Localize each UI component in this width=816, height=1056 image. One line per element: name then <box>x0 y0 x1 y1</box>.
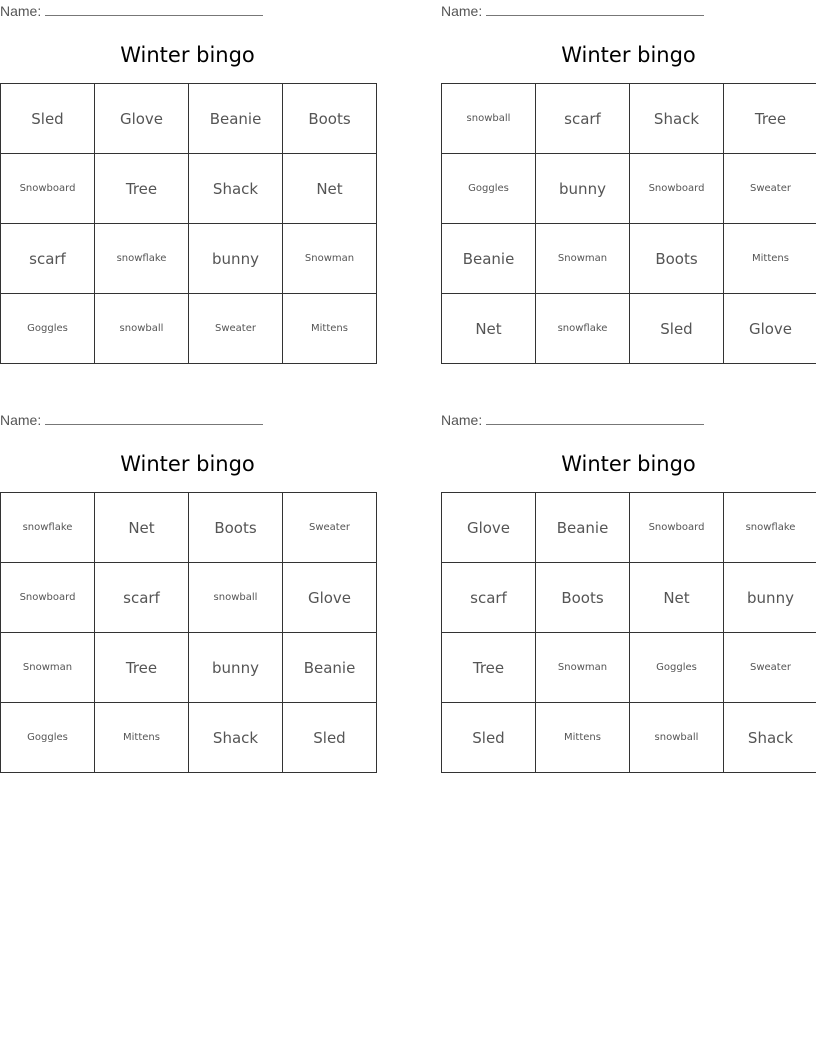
name-blank-line <box>486 2 704 16</box>
bingo-cell: Boots <box>536 563 630 633</box>
bingo-cell: Mittens <box>724 224 816 294</box>
bingo-cell: bunny <box>536 154 630 224</box>
bingo-cell: Goggles <box>1 703 95 773</box>
card-title: Winter bingo <box>120 43 255 67</box>
bingo-cell: snowflake <box>724 493 816 563</box>
bingo-cell: Glove <box>95 84 189 154</box>
bingo-grid <box>0 492 377 773</box>
bingo-cell: Tree <box>95 154 189 224</box>
card-title: Winter bingo <box>561 452 696 476</box>
bingo-cell: snowball <box>189 563 283 633</box>
bingo-cell: Beanie <box>536 493 630 563</box>
bingo-grid <box>441 492 816 773</box>
bingo-cell: Snowman <box>1 633 95 703</box>
name-label: Name: <box>0 412 42 428</box>
grid-row <box>1 84 377 154</box>
bingo-cell: Beanie <box>283 633 377 703</box>
bingo-cell: Goggles <box>1 294 95 364</box>
grid-row <box>1 633 377 703</box>
grid-row <box>442 294 816 364</box>
name-field <box>441 2 704 20</box>
bingo-cell: Shack <box>630 84 724 154</box>
grid-row <box>1 493 377 563</box>
bingo-cell: Sled <box>283 703 377 773</box>
bingo-cell: Tree <box>442 633 536 703</box>
bingo-cell: Shack <box>189 154 283 224</box>
grid-row <box>1 563 377 633</box>
bingo-cell: snowball <box>95 294 189 364</box>
grid-row <box>442 84 816 154</box>
bingo-cell: Snowman <box>536 224 630 294</box>
bingo-cell: Glove <box>283 563 377 633</box>
bingo-cell: Boots <box>630 224 724 294</box>
grid-row <box>442 703 816 773</box>
bingo-cell: Mittens <box>536 703 630 773</box>
bingo-card <box>441 409 816 774</box>
bingo-cell: Sled <box>630 294 724 364</box>
bingo-cell: bunny <box>189 224 283 294</box>
bingo-cell: snowball <box>630 703 724 773</box>
bingo-cell: Sled <box>1 84 95 154</box>
bingo-cell: Beanie <box>189 84 283 154</box>
bingo-cell: Shack <box>724 703 816 773</box>
bingo-cell: Sweater <box>283 493 377 563</box>
bingo-cell: Snowboard <box>1 563 95 633</box>
name-blank-line <box>45 2 263 16</box>
bingo-cell: Boots <box>283 84 377 154</box>
bingo-cell: Glove <box>724 294 816 364</box>
card-title: Winter bingo <box>561 43 696 67</box>
bingo-cell: Boots <box>189 493 283 563</box>
bingo-cell: Sweater <box>189 294 283 364</box>
bingo-cell: snowflake <box>1 493 95 563</box>
bingo-cell: scarf <box>95 563 189 633</box>
bingo-cell: bunny <box>724 563 816 633</box>
grid-row <box>442 633 816 703</box>
bingo-cell: Goggles <box>630 633 724 703</box>
name-label: Name: <box>0 3 42 19</box>
card-title: Winter bingo <box>120 452 255 476</box>
bingo-cell: scarf <box>536 84 630 154</box>
bingo-cell: Net <box>442 294 536 364</box>
bingo-cell: Snowman <box>536 633 630 703</box>
bingo-cell: Snowboard <box>1 154 95 224</box>
bingo-cell: Mittens <box>283 294 377 364</box>
name-blank-line <box>486 411 704 425</box>
grid-row <box>442 154 816 224</box>
grid-row <box>442 224 816 294</box>
bingo-cell: Net <box>630 563 724 633</box>
bingo-cell: Beanie <box>442 224 536 294</box>
name-field <box>0 411 263 429</box>
grid-row <box>1 703 377 773</box>
grid-row <box>442 563 816 633</box>
grid-row <box>442 493 816 563</box>
name-field <box>0 2 263 20</box>
name-label: Name: <box>441 3 483 19</box>
bingo-cell: Tree <box>95 633 189 703</box>
name-label: Name: <box>441 412 483 428</box>
bingo-card <box>0 0 375 365</box>
bingo-cell: Net <box>283 154 377 224</box>
bingo-cell: Goggles <box>442 154 536 224</box>
bingo-cell: Snowboard <box>630 154 724 224</box>
bingo-card <box>441 0 816 365</box>
bingo-cell: Snowboard <box>630 493 724 563</box>
bingo-cell: scarf <box>1 224 95 294</box>
bingo-cell: scarf <box>442 563 536 633</box>
bingo-cell: Mittens <box>95 703 189 773</box>
bingo-cell: Glove <box>442 493 536 563</box>
bingo-cell: Snowman <box>283 224 377 294</box>
bingo-cell: Shack <box>189 703 283 773</box>
bingo-cell: Sled <box>442 703 536 773</box>
grid-row <box>1 294 377 364</box>
bingo-grid <box>441 83 816 364</box>
bingo-grid <box>0 83 377 364</box>
bingo-cell: bunny <box>189 633 283 703</box>
bingo-cell: snowball <box>442 84 536 154</box>
bingo-cell: Sweater <box>724 154 816 224</box>
name-field <box>441 411 704 429</box>
grid-row <box>1 224 377 294</box>
bingo-cell: snowflake <box>95 224 189 294</box>
bingo-cell: Tree <box>724 84 816 154</box>
grid-row <box>1 154 377 224</box>
bingo-cell: snowflake <box>536 294 630 364</box>
bingo-card <box>0 409 375 774</box>
bingo-cell: Net <box>95 493 189 563</box>
bingo-cell: Sweater <box>724 633 816 703</box>
name-blank-line <box>45 411 263 425</box>
